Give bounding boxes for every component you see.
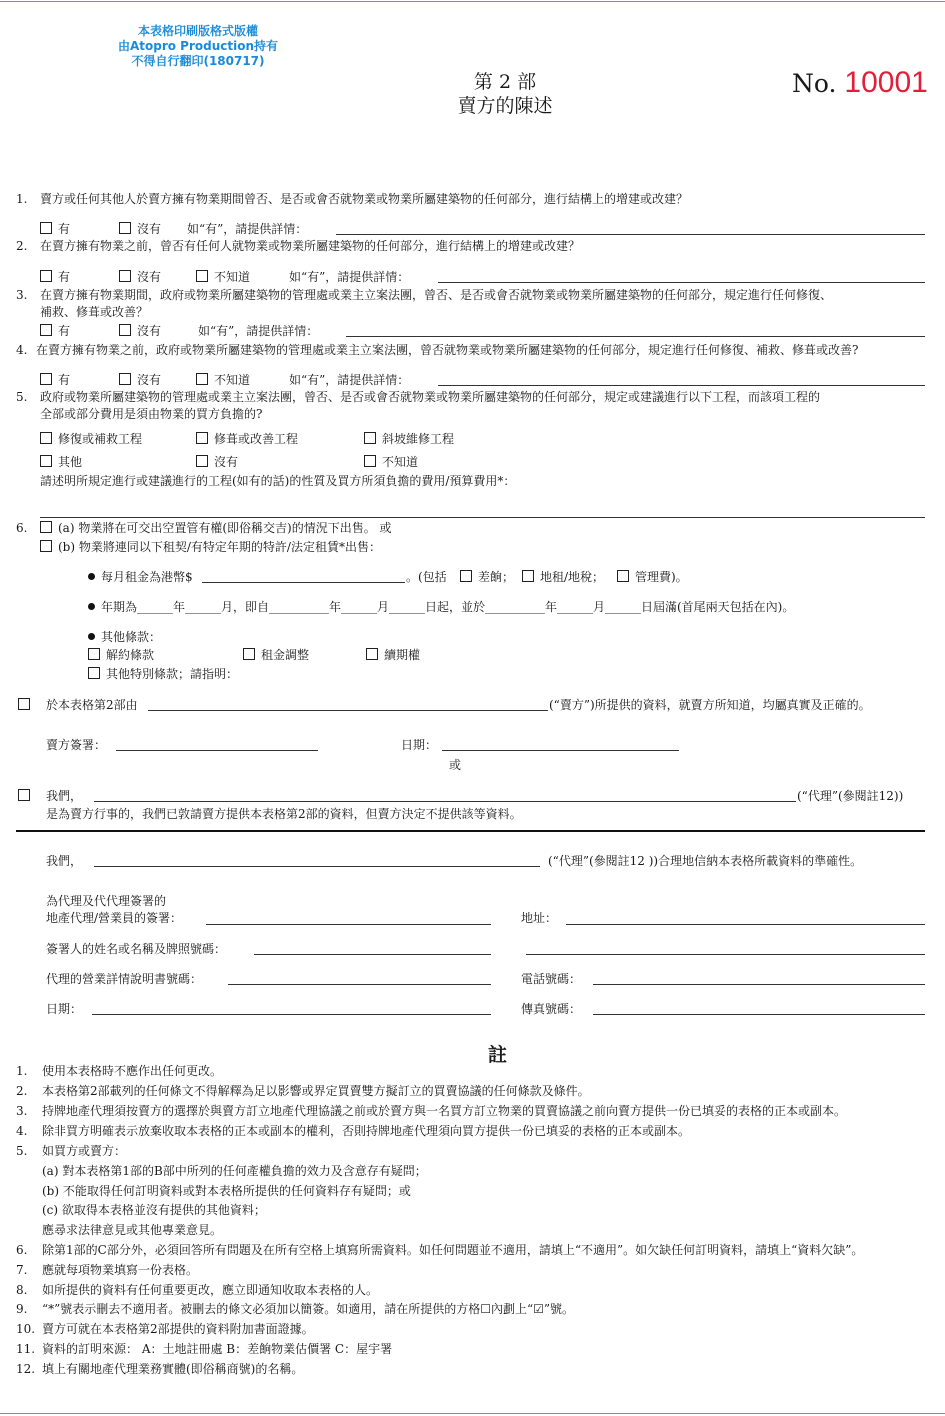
top-border-line: [0, 1, 945, 2]
part-title: 賣方的陳述: [457, 95, 553, 117]
or-label: 或: [449, 758, 462, 772]
q6-other-terms: 其他條款：: [88, 629, 161, 645]
agent-suffix: (“代理”(參閱註12 ))合理地信納本表格所載資料的準確性。: [548, 854, 863, 868]
note-item: 12. 填上有關地產代理業務實體(即俗稱商號)的名稱。: [16, 1362, 304, 1376]
q1-details-field[interactable]: [336, 234, 925, 235]
notes-title: 註: [488, 1044, 508, 1066]
q5-renovate-checkbox[interactable]: 修葺或改善工程: [196, 431, 298, 447]
fax-label: 傳真號碼：: [521, 1002, 582, 1016]
note-item: 3. 持牌地產代理須按賣方的選擇於與賣方訂立地產代理協議之前或於賣方與一名買方訂立物業的買賣協議之前向賣方提供一份已填妥的表格的正本或副本。: [16, 1104, 847, 1118]
decl-seller-name-field[interactable]: [148, 710, 548, 711]
q6-number: 6.: [16, 521, 28, 535]
q4-details-field[interactable]: [438, 385, 925, 386]
decl-agent-suffix: (“代理”(參閱註12)): [797, 789, 904, 803]
q5-none-checkbox[interactable]: 沒有: [196, 454, 238, 470]
q4-yes-checkbox[interactable]: 有: [40, 372, 70, 388]
note-item: 4. 除非買方明確表示放棄收取本表格的正本或副本的權利，否則持牌地產代理須向買方提供一份已填妥的表格的正本或副本。: [16, 1124, 691, 1138]
document-number-value: 10001: [844, 66, 928, 99]
section-divider: [16, 830, 925, 832]
note-item: 9. “*”號表示刪去不適用者。被刪去的條文必須加以簡簽。如適用，請在所提供的方格☐內劃上“☑”號。: [16, 1302, 575, 1316]
q6-a-checkbox[interactable]: (a) 物業將在可交出空置管有權(即俗稱交吉)的情況下出售。 或: [40, 520, 392, 536]
address-field[interactable]: [566, 924, 925, 925]
decl-agent-text: 是為賣方行事的，我們已敦請賣方提供本表格第2部的資料，但賣方決定不提供該等資料。: [46, 807, 522, 821]
agent-signature-field[interactable]: [206, 924, 491, 925]
note-item: 5. 如買方或賣方：: [16, 1144, 127, 1158]
statement-no-label: 代理的營業詳情說明書號碼：: [46, 972, 203, 986]
q5-explain-label: 請述明所規定進行或建議進行的工程(如有的話)的性質及買方所須負擔的費用/預算費用*：: [40, 474, 516, 488]
decl-seller-checkbox[interactable]: [18, 697, 36, 713]
note-sub-item: (b) 不能取得任何訂明資料或對本表格所提供的任何資料存有疑問；或: [42, 1184, 411, 1198]
note-item: 11. 資料的訂明來源： A：土地註冊處 B：差餉物業估價署 C：屋宇署: [16, 1342, 393, 1356]
q4-unknown-checkbox[interactable]: 不知道: [196, 372, 250, 388]
q1-details-label: 如“有”，請提供詳情：: [187, 222, 308, 236]
q3-details-label: 如“有”，請提供詳情：: [198, 324, 319, 338]
q6-break-checkbox[interactable]: 解約條款: [88, 647, 154, 663]
statement-no-field[interactable]: [228, 984, 491, 985]
q1-no-checkbox[interactable]: 沒有: [119, 221, 161, 237]
seller-date-label: 日期：: [401, 738, 438, 752]
q6-other-special-checkbox[interactable]: 其他特別條款；請指明：: [88, 666, 238, 682]
q5-slope-checkbox[interactable]: 斜坡維修工程: [364, 431, 454, 447]
copyright-notice: 本表格印刷版格式版權 由Atopro Production持有 不得自行翻印(180717): [117, 24, 279, 68]
note-item: 8. 如所提供的資料有任何重要更改，應立即通知收取本表格的人。: [16, 1283, 379, 1297]
q6-rent-includes: 。(包括: [406, 570, 447, 584]
q2-details-field[interactable]: [438, 282, 925, 283]
q6-rates-checkbox[interactable]: 差餉；: [460, 569, 514, 585]
q4-no-checkbox[interactable]: 沒有: [119, 372, 161, 388]
note-item: 7. 應就每項物業填寫一份表格。: [16, 1263, 199, 1277]
q6-rent-line: 每月租金為港幣$: [88, 569, 193, 585]
note-item: 10. 賣方可就在本表格第2部提供的資料附加書面證據。: [16, 1322, 314, 1336]
seller-signature-field[interactable]: [116, 750, 318, 751]
note-item: 6. 除第1部的C部分外，必須回答所有問題及在所有空格上填寫所需資料。如任何問題並不適用，請填上“不適用”。如欠缺任何訂明資料，請填上“資料欠缺”。: [16, 1243, 864, 1257]
q5-other-checkbox[interactable]: 其他: [40, 454, 82, 470]
q1-yes-checkbox[interactable]: 有: [40, 221, 70, 237]
q6-rent-field[interactable]: [202, 582, 405, 583]
q2-details-label: 如“有”，請提供詳情：: [289, 270, 410, 284]
question-1: 1. 賣方或任何其他人於賣方擁有物業期間曾否、是否或會否就物業或物業所屬建築物的任何部分，進行結構上的增建或改建？: [16, 192, 689, 206]
q5-explain-field[interactable]: [40, 517, 925, 518]
question-3: 3. 在賣方擁有物業期間，政府或物業所屬建築物的管理處或業主立案法團，曾否、是否或會否就物業或物業所屬建築物的任何部分，規定進行任何修復、 補救、修葺或改善？: [16, 288, 833, 319]
seller-date-field[interactable]: [442, 750, 679, 751]
q6-mgmt-fee-checkbox[interactable]: 管理費)。: [617, 569, 688, 585]
decl-agent-we: 我們，: [46, 789, 83, 803]
agent-sig-label-1: 為代理及代代理簽署的: [46, 894, 167, 908]
decl-agent-name-field[interactable]: [94, 801, 796, 802]
q6-land-rent-checkbox[interactable]: 地租/地稅；: [522, 569, 604, 585]
note-item: 1. 使用本表格時不應作出任何更改。: [16, 1064, 223, 1078]
phone-field[interactable]: [593, 984, 925, 985]
decl-seller-prefix: 於本表格第2部由: [46, 698, 138, 712]
agent-sig-label-2: 地產代理/營業員的簽署：: [46, 911, 183, 925]
q2-no-checkbox[interactable]: 沒有: [119, 269, 161, 285]
part-number: 第 2 部: [473, 71, 537, 93]
q6-renew-checkbox[interactable]: 續期權: [366, 647, 420, 663]
question-2: 2. 在賣方擁有物業之前，曾否有任何人就物業或物業所屬建築物的任何部分，進行結構上的增建或改建？: [16, 239, 581, 253]
q5-unknown-checkbox[interactable]: 不知道: [364, 454, 418, 470]
note-sub-item: (c) 欲取得本表格並沒有提供的其他資料；: [42, 1203, 266, 1217]
signer-name-field[interactable]: [254, 954, 491, 955]
address-label: 地址：: [521, 911, 558, 925]
agent-date-field[interactable]: [92, 1014, 491, 1015]
q5-repair-checkbox[interactable]: 修復或補救工程: [40, 431, 142, 447]
q2-unknown-checkbox[interactable]: 不知道: [196, 269, 250, 285]
q6-rent-review-checkbox[interactable]: 租金調整: [243, 647, 309, 663]
agent-we: 我們，: [46, 854, 83, 868]
note-sub-item: 應尋求法律意見或其他專業意見。: [42, 1223, 223, 1237]
q6-term-line: 年期為______年______月，即自__________年______月______日起，並於__________年______月______日屆滿(首尾兩天包括在內)。: [88, 599, 794, 615]
decl-seller-suffix: (“賣方”)所提供的資料，就賣方所知道，均屬真實及正確的。: [549, 698, 871, 712]
question-5: 5. 政府或物業所屬建築物的管理處或業主立案法團，曾否、是否或會否就物業或物業所屬建築物的任何部分，規定或建議進行以下工程，而該項工程的 全部或部分費用是須由物業的買方負擔的?: [16, 390, 821, 421]
seller-signature-label: 賣方簽署：: [46, 738, 107, 752]
document-number: No. 10001: [792, 66, 928, 99]
signer-name-label: 簽署人的姓名或名稱及牌照號碼：: [46, 942, 227, 956]
form-title: [340, 70, 670, 118]
note-sub-item: (a) 對本表格第1部的B部中所列的任何產權負擔的效力及含意存有疑問；: [42, 1164, 427, 1178]
agent-name-field[interactable]: [94, 866, 540, 867]
bottom-border-line: [0, 1413, 945, 1414]
address-field-2[interactable]: [526, 954, 925, 955]
question-4: 4. 在賣方擁有物業之前，政府或物業所屬建築物的管理處或業主立案法團，曾否就物業或物業所屬建築物的任何部分，規定進行任何修復、補救、修葺或改善?: [16, 343, 859, 357]
q3-yes-checkbox[interactable]: 有: [40, 323, 70, 339]
fax-field[interactable]: [593, 1014, 925, 1015]
q3-details-field[interactable]: [346, 336, 925, 337]
decl-agent-checkbox[interactable]: [18, 788, 36, 804]
note-item: 2. 本表格第2部載列的任何條文不得解釋為足以影響或界定買賣雙方擬訂立的買賣協議的任何條款及條件。: [16, 1084, 590, 1098]
agent-date-label: 日期：: [46, 1002, 83, 1016]
phone-label: 電話號碼：: [521, 972, 582, 986]
q3-no-checkbox[interactable]: 沒有: [119, 323, 161, 339]
q2-yes-checkbox[interactable]: 有: [40, 269, 70, 285]
q6-b-checkbox[interactable]: (b) 物業將連同以下租契/有特定年期的特許/法定租賃*出售：: [40, 539, 381, 555]
q4-details-label: 如“有”，請提供詳情：: [289, 373, 410, 387]
